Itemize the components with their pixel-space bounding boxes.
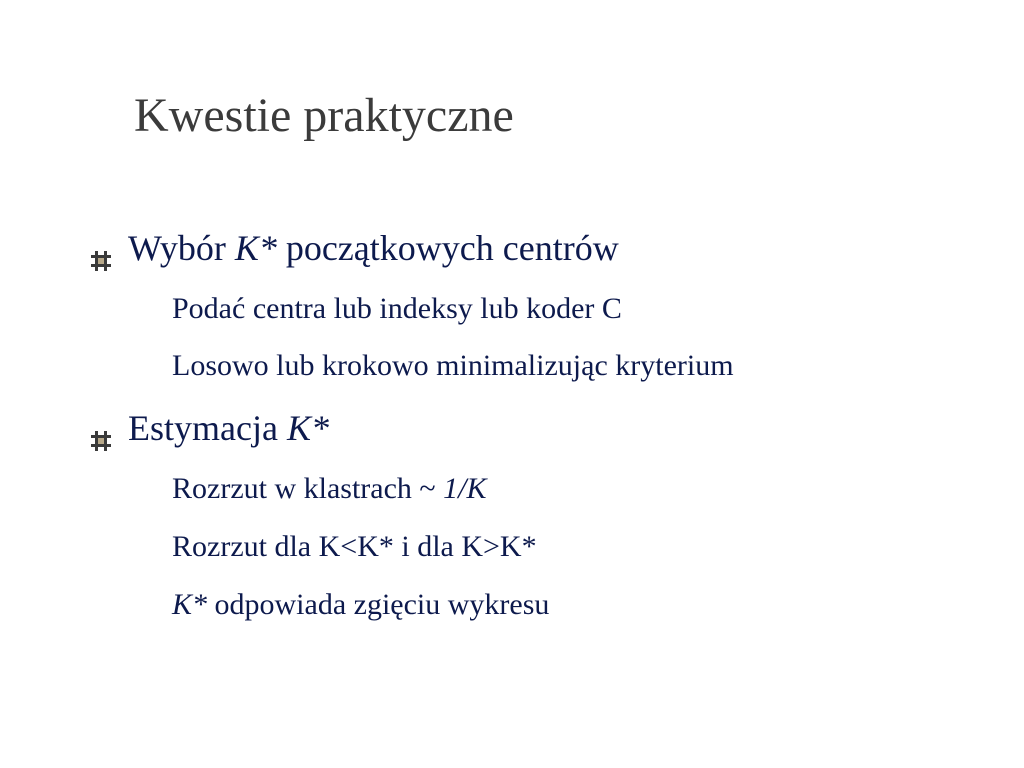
- bullet-text-before: Wybór: [128, 228, 235, 268]
- sub-item: Losowo lub krokowo minimalizując kryterium: [172, 349, 734, 382]
- hash-bullet-icon: [90, 238, 112, 260]
- slide-title: Kwestie praktyczne: [134, 89, 514, 142]
- bullet-text-italic: K*: [234, 228, 277, 268]
- bullet-text: [128, 226, 619, 270]
- bullet-text-before: Estymacja: [128, 408, 287, 448]
- sub-text-before: Rozrzut dla K<K* i dla K>K*: [172, 530, 537, 563]
- sub-text-italic: 1/K: [443, 472, 487, 505]
- sub-text-before: Rozrzut w klastrach ~: [172, 472, 444, 505]
- sub-text-after: odpowiada zgięciu wykresu: [207, 588, 550, 621]
- hash-bullet-icon: [90, 418, 112, 440]
- bullet-text-after: początkowych centrów: [276, 228, 619, 268]
- sub-item: [172, 470, 487, 508]
- sub-item: Podać centra lub indeksy lub koder C: [172, 292, 622, 325]
- sub-item: [172, 528, 537, 566]
- sub-item: [172, 586, 549, 624]
- bullet-text: [128, 406, 329, 450]
- bullet-text-italic: K*: [286, 408, 329, 448]
- sub-text-italic: K*: [172, 588, 208, 621]
